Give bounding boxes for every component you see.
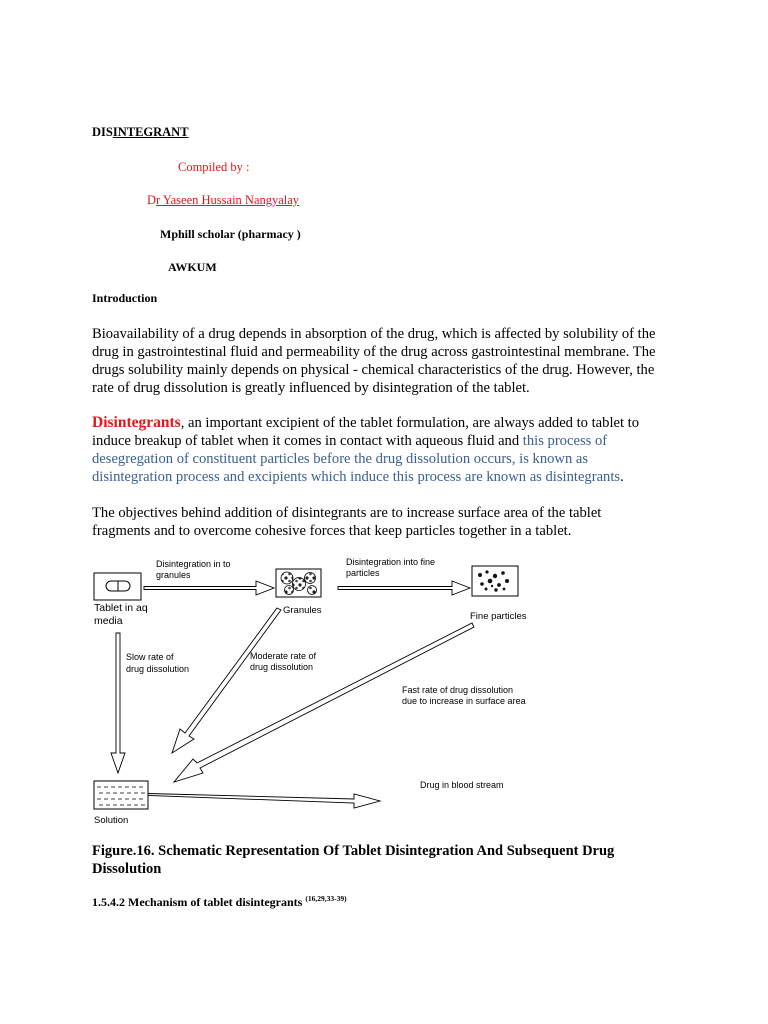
arrow-solution-to-blood (148, 794, 380, 809)
disintegration-diagram (88, 548, 548, 833)
section-heading: 1.5.4.2 Mechanism of tablet disintegrants $^{(16,29,33-39)}$ (92, 894, 347, 909)
arrow-granules-to-fine (338, 581, 470, 595)
blood-stream-label: Drug in blood stream (420, 780, 504, 790)
fast-rate-label-2: due to increase in surface area (402, 696, 526, 706)
figure-caption: Figure.16. Schematic Representation Of Tablet Disintegration And Subsequent Drug Dissolution (92, 843, 615, 877)
slow-rate-label-2: drug dissolution (126, 664, 190, 674)
tablet-label-2: media (94, 615, 123, 627)
intro-heading: Introduction (92, 291, 158, 305)
author-name: Dr Yaseen Hussain Nangyalay (147, 193, 300, 207)
moderate-rate-label-2: drug dissolution (250, 662, 314, 672)
solution-label: Solution (94, 815, 129, 826)
author-org: AWKUM (168, 260, 217, 274)
arrow1-label-2: granules (156, 570, 191, 580)
arrow2-label-2: particles (346, 568, 380, 578)
arrow-tablet-to-granules (144, 581, 274, 595)
intro-paragraph-3: The objectives behind addition of disintegrants are to increase surface area of the tablet fragments and to overcome cohesive forces that keep particles together in a tablet. (92, 505, 602, 539)
arrow-tablet-to-solution (111, 633, 125, 773)
fast-rate-label: Fast rate of drug dissolution (402, 685, 514, 695)
intro-paragraph-2: Disintegrants, an important excipient of the tablet formulation, are always added to tablet to induce breakup of tablet when it comes in contact with aqueous fluid and this process of desegregation of constituent particles before the drug dissolution occurs, is known as disintegration process and excipients which induce this process are known as disintegrants. (92, 414, 640, 485)
granules-label: Granules (283, 605, 322, 616)
moderate-rate-label: Moderate rate of (250, 651, 317, 661)
disintegrants-term: Disintegrants (92, 414, 181, 431)
arrow2-label: Disintegration into fine (346, 557, 436, 567)
fine-particles-label: Fine particles (470, 611, 527, 622)
fine-particles-box (472, 566, 518, 596)
document-title: DISINTEGRANT (92, 125, 189, 139)
slow-rate-label: Slow rate of (126, 652, 174, 662)
section-references: (16,29,33-39) (305, 894, 347, 903)
intro-paragraph-1: Bioavailability of a drug depends in absorption of the drug, which is affected by solubility of the drug in gastrointestinal fluid and permeability of the drug across gastrointestinal membrane. The drugs solubility mainly depends on physical - chemical characteristics of the drug. However, the rate of drug dissolution is greatly influenced by disintegration of the tablet. (92, 326, 656, 396)
compiled-by-label: Compiled by : (178, 160, 250, 174)
author-role: Mphill scholar (pharmacy ) (160, 227, 301, 241)
tablet-label: Tablet in aq (94, 602, 148, 614)
arrow1-label: Disintegration in to (156, 559, 231, 569)
